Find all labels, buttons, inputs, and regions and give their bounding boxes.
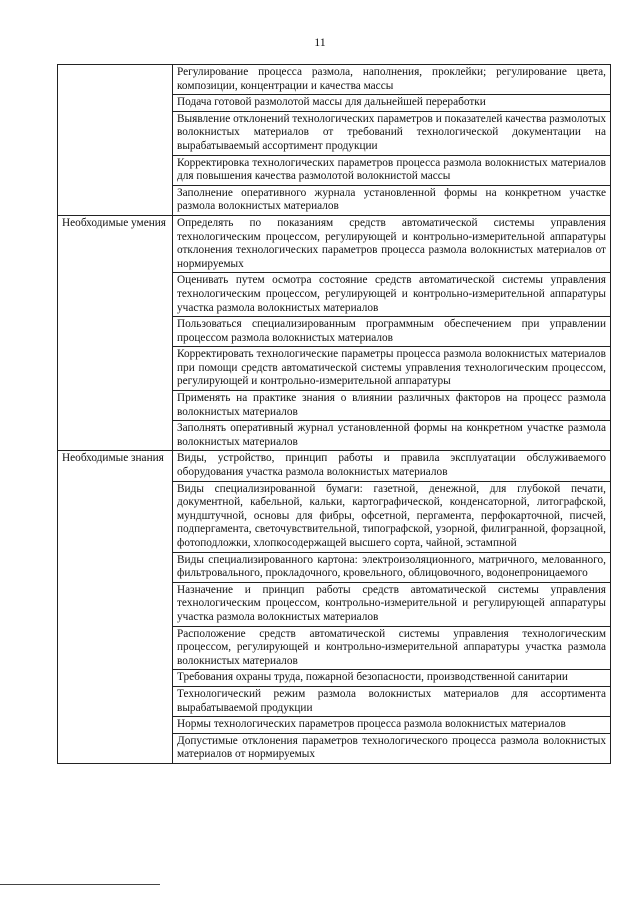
table-cell: Назначение и принцип работы средств автоматической системы управления технологическим процессом, контрольно-измерительной и регулирующей аппаратуры участка размола волокнистых материалов [173, 582, 611, 626]
table-cell: Допустимые отклонения параметров технологического процесса размола волокнистых материалов от нормируемых [173, 733, 611, 763]
table-cell: Регулирование процесса размола, наполнения, проклейки; регулирование цвета, композиции, концентрации и качества массы [173, 65, 611, 95]
table-cell: Корректировать технологические параметры процесса размола волокнистых материалов при помощи средств автоматической системы управления технологическим процессом, регулирующей и контрольно-измерительной аппаратуры [173, 347, 611, 391]
table-row [58, 451, 611, 481]
table-cell: Требования охраны труда, пожарной безопасности, производственной санитарии [173, 670, 611, 687]
competency-table-body [58, 65, 611, 764]
table-cell: Оценивать путем осмотра состояние средств автоматической системы управления технологическим процессом, регулирующей и контрольно-измерительной аппаратуры участка размола волокнистых материалов [173, 273, 611, 317]
row-label-skills: Необходимые умения [58, 215, 173, 451]
page-number: 11 [314, 35, 326, 49]
table-cell: Технологический режим размола волокнистых материалов для ассортимента вырабатываемой продукции [173, 686, 611, 716]
competency-table [57, 64, 611, 764]
table-cell: Заполнение оперативного журнала установленной формы на конкретном участке размола волокнистых материалов [173, 185, 611, 215]
table-cell: Заполнять оперативный журнал установленной формы на конкретном участке размола волокнистых материалов [173, 421, 611, 451]
table-cell: Виды, устройство, принцип работы и правила эксплуатации обслуживаемого оборудования участка размола волокнистых материалов [173, 451, 611, 481]
table-cell: Корректировка технологических параметров процесса размола волокнистых материалов для повышения качества размолотой волокнистой массы [173, 155, 611, 185]
table-row [58, 215, 611, 272]
table-cell: Пользоваться специализированным программным обеспечением при управлении процессом размола волокнистых материалов [173, 317, 611, 347]
row-label-knowledge: Необходимые знания [58, 451, 173, 763]
row-label [58, 65, 173, 216]
table-cell: Подача готовой размолотой массы для дальнейшей переработки [173, 95, 611, 112]
table-cell: Расположение средств автоматической системы управления технологическим процессом, регулирующей и контрольно-измерительной аппаратуры участка размола волокнистых материалов [173, 626, 611, 670]
footnote-divider [0, 884, 160, 885]
table-cell: Виды специализированной бумаги: газетной, денежной, для глубокой печати, документной, кабельной, кальки, картографической, конденсаторной, литографской, мундштучной, основы для фибры, офсетной, пергамента, перфокарточной, писчей, подпергамента, светочувствительной, типографской, узорной, филигранной, форзацной, фотоподложки, хлопкосодержащей высшего сорта, чайной, эстампной [173, 481, 611, 552]
table-row [58, 65, 611, 95]
table-cell: Виды специализированного картона: электроизоляционного, матричного, мелованного, фильтровального, прокладочного, кровельного, облицовочного, водонепроницаемого [173, 552, 611, 582]
table-cell: Нормы технологических параметров процесса размола волокнистых материалов [173, 717, 611, 734]
table-cell: Применять на практике знания о влиянии различных факторов на процесс размола волокнистых материалов [173, 391, 611, 421]
table-cell: Выявление отклонений технологических параметров и показателей качества размолотых волокнистых материалов от требований технологической документации на вырабатываемый ассортимент продукции [173, 111, 611, 155]
table-cell: Определять по показаниям средств автоматической системы управления технологическим процессом, регулирующей и контрольно-измерительной аппаратуры отклонения технологических параметров процесса размола волокнистых материалов от нормируемых [173, 215, 611, 272]
